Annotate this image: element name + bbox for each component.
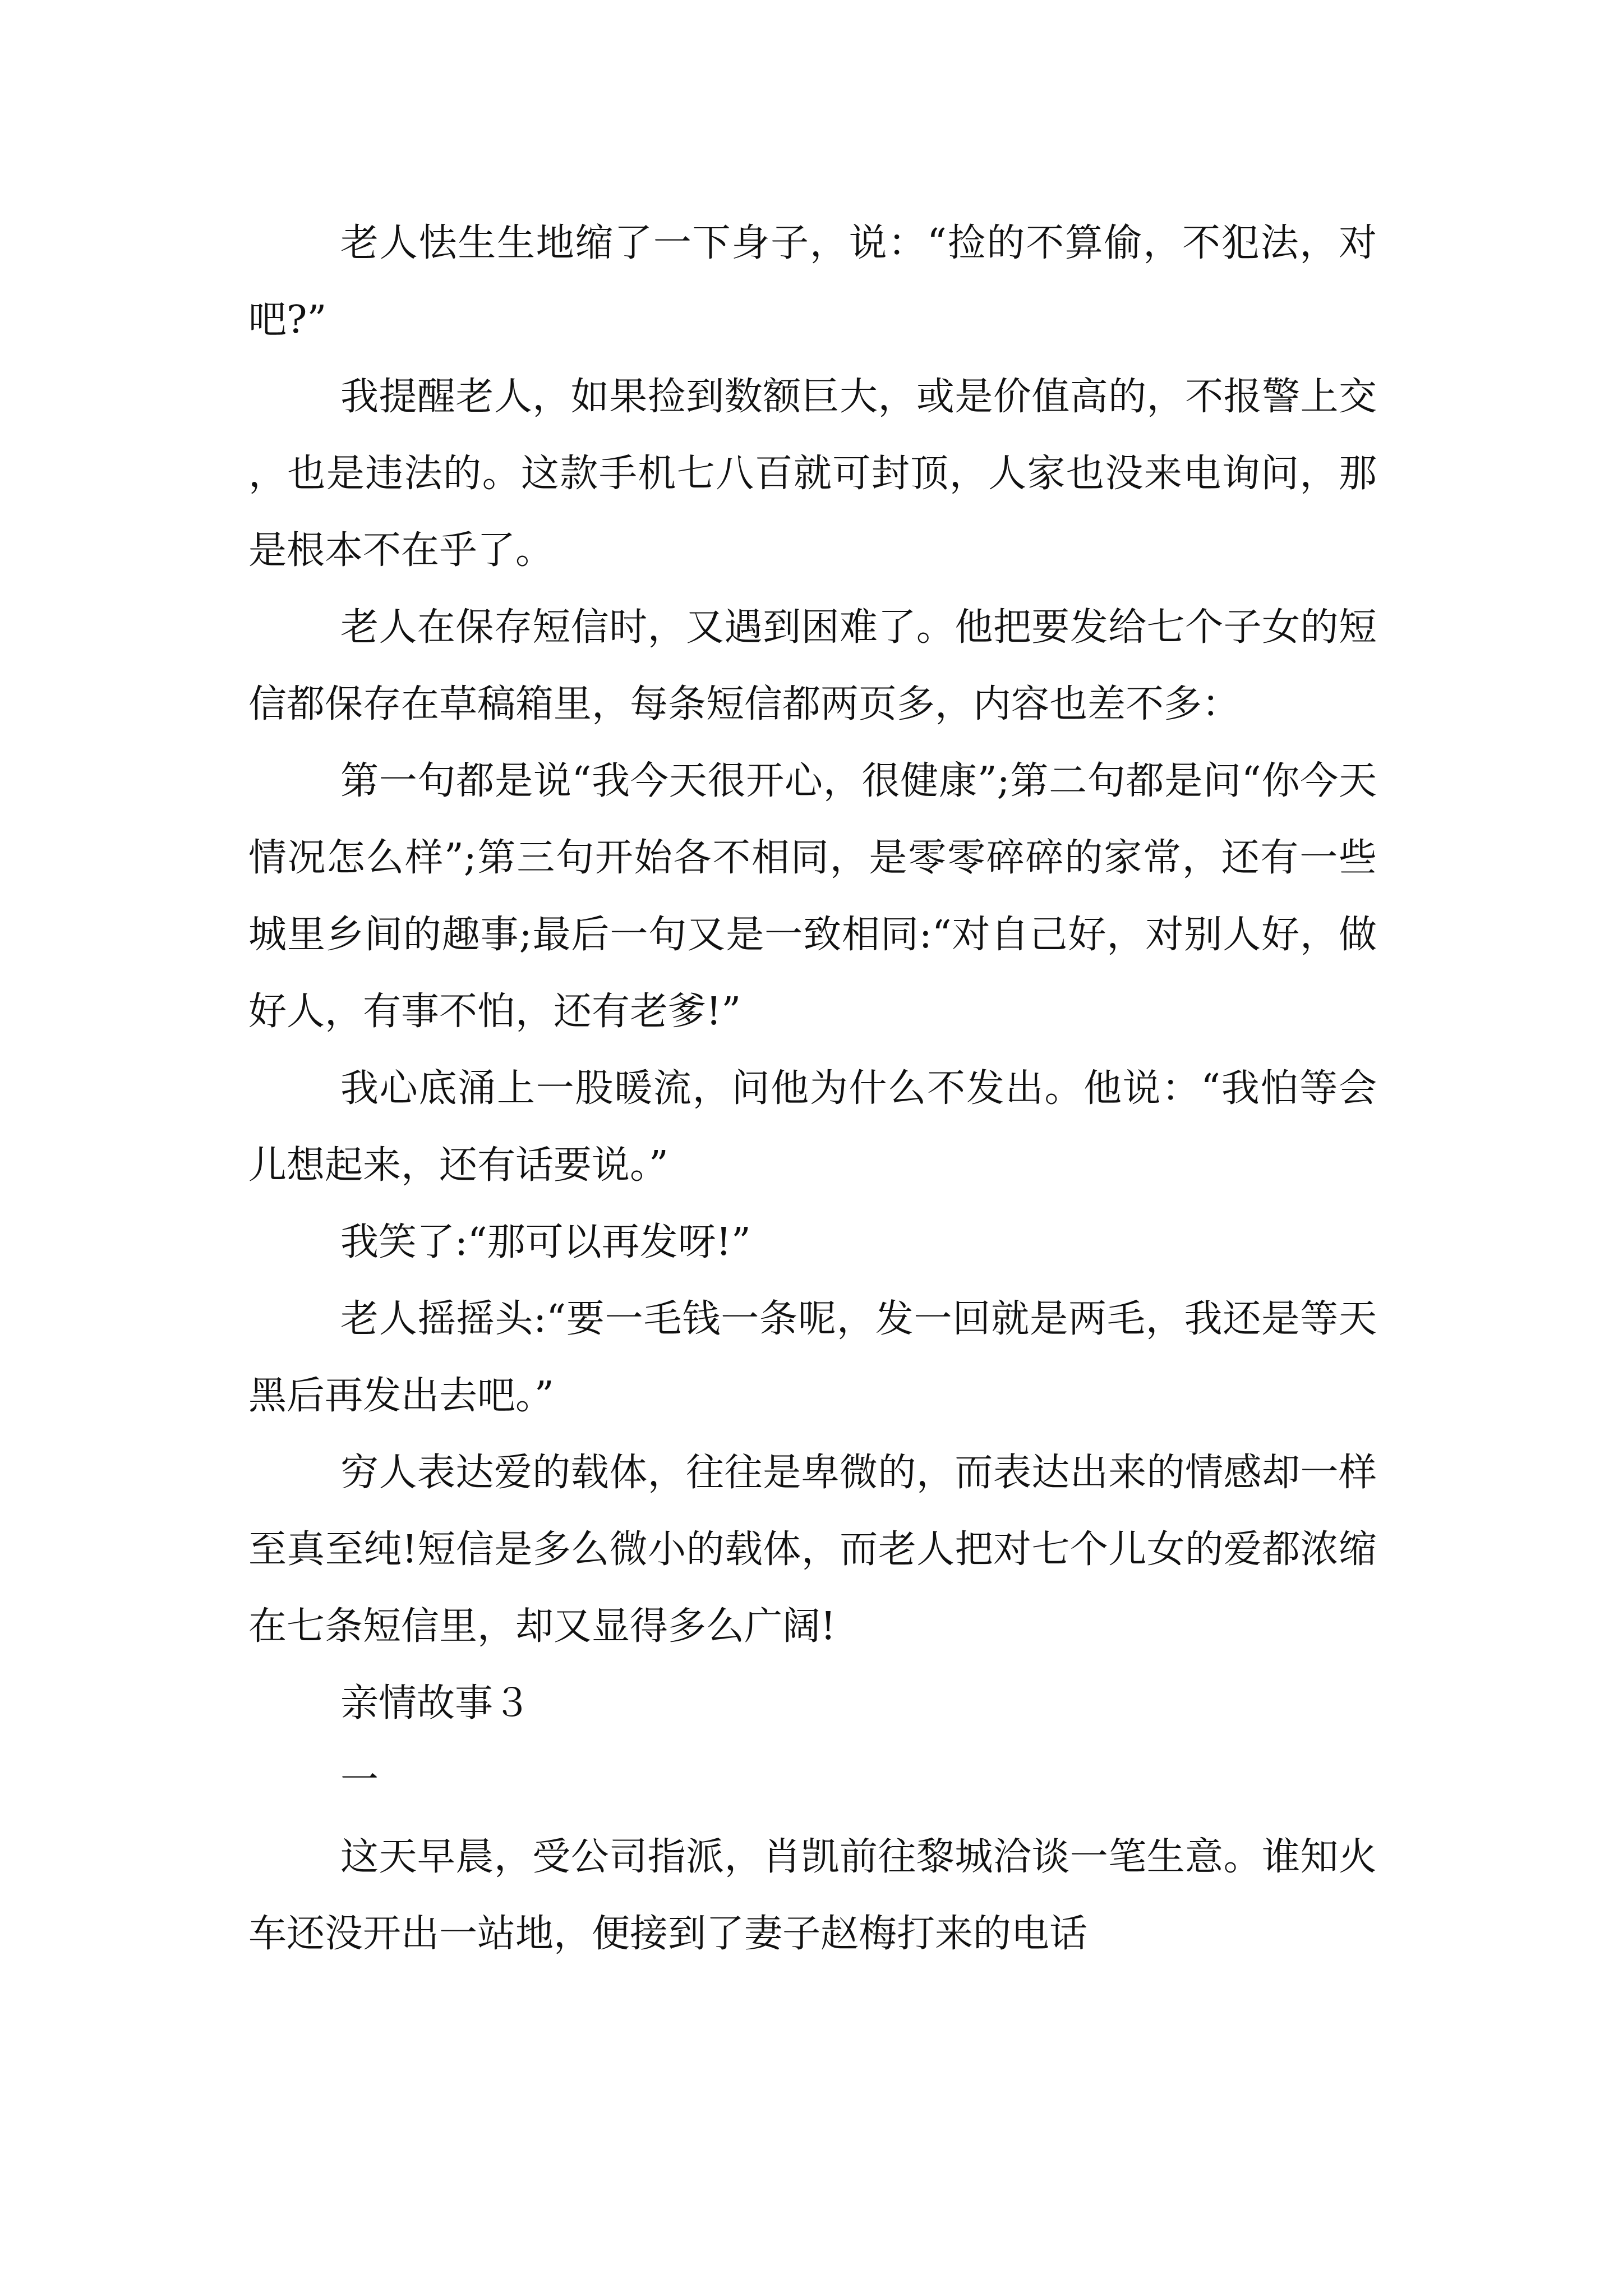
paragraph-7: 老人摇摇头:“要一毛钱一条呢，发一回就是两毛，我还是等天黑后再发出去吧。” [248,1297,1377,1418]
paragraph-6: 我笑了:“那可以再发呀!” [340,1220,751,1264]
paragraph-9: 这天早晨，受公司指派，肖凯前往黎城洽谈一笔生意。谁知火车还没开出一站地，便接到了妻子赵梅打来的电话 [248,1835,1377,1956]
paragraph-1: 老人怯生生地缩了一下身子，说：“捡的不算偷，不犯法，对吧?” [248,221,1377,342]
section-heading: 亲情故事３ [340,1681,532,1726]
paragraph-8: 穷人表达爱的载体，往往是卑微的，而表达出来的情感却一样至真至纯!短信是多么微小的载体，而老人把对七个儿女的爱都浓缩在七条短信里，却又显得多么广阔! [248,1451,1377,1649]
chapter-number: 一 [340,1758,379,1802]
paragraph-3: 老人在保存短信时，又遇到困难了。他把要发给七个子女的短信都保存在草稿箱里，每条短信都两页多，内容也差不多： [248,605,1377,726]
paragraph-2: 我提醒老人，如果捡到数额巨大，或是价值高的，不报警上交，也是违法的。这款手机七八百就可封顶，人家也没来电询问，那是根本不在乎了。 [248,375,1377,573]
paragraph-5: 我心底涌上一股暖流，问他为什么不发出。他说：“我怕等会儿想起来，还有话要说。” [248,1066,1377,1188]
document-body [248,205,1377,1972]
paragraph-4: 第一句都是说“我今天很开心，很健康”;第二句都是问“你今天情况怎么样”;第三句开始各不相同，是零零碎碎的家常，还有一些城里乡间的趣事;最后一句又是一致相同:“对自己好，对别人好，做好人，有事不怕，还有老爹!” [248,759,1377,1034]
